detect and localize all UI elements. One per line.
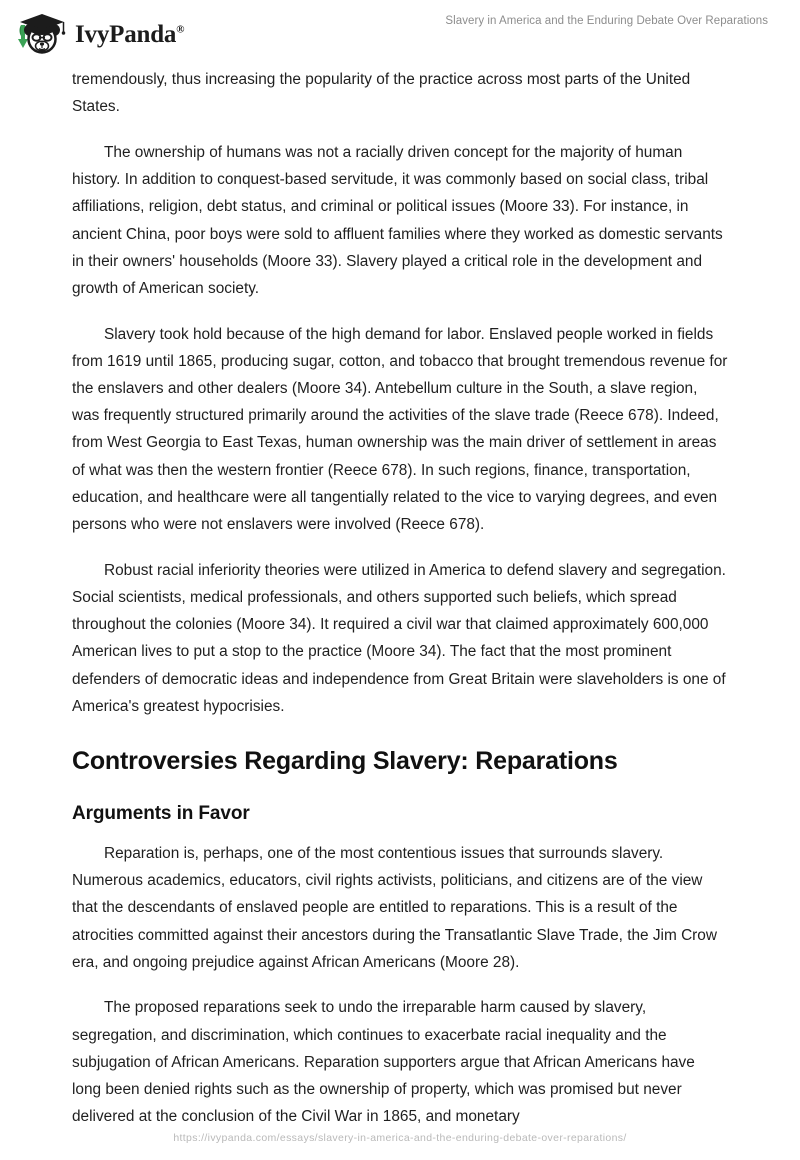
body-paragraph: Robust racial inferiority theories were utilized in America to defend slavery and segregation. Social scientists, medical professionals, and others supported such beliefs, which spread throughout the colonies (Moore 34). It required a civil war that claimed approximately 600,000 American lives to put a stop to the practice (Moore 34). The fact that the most prominent defenders of democratic ideas and independence from Great Britain were slaveholders is one of America's greatest hypocrisies.	[72, 561, 726, 715]
page-header	[0, 0, 800, 66]
page-title: Slavery in America and the Enduring Debate Over Reparations	[445, 15, 768, 27]
body-paragraph: The ownership of humans was not a racially driven concept for the majority of human history. In addition to conquest-based servitude, it was commonly based on social class, tribal affiliations, religion, debt status, and criminal or political issues (Moore 33). For instance, in ancient China, poor boys were sold to affluent families where they worked as domestic servants in their owners' households (Moore 33). Slavery played a critical role in the development and growth of American society.	[72, 143, 723, 297]
brand-wordmark	[75, 22, 184, 47]
section-heading: Controversies Regarding Slavery: Reparations	[72, 746, 618, 775]
panda-graduation-cap-icon	[14, 10, 68, 58]
brand-logo-block[interactable]	[14, 10, 184, 58]
brand-name-text: IvyPanda	[75, 20, 177, 48]
body-paragraph: Reparation is, perhaps, one of the most contentious issues that surrounds slavery. Numerous academics, educators, civil rights activists, politicians, and citizens are of the view that the descendants of enslaved people are entitled to reparations. This is a result of the atrocities committed against their ancestors during the Transatlantic Slave Trade, the Jim Crow era, and ongoing prejudice against African Americans (Moore 28).	[72, 844, 717, 971]
page-footer	[0, 1128, 800, 1146]
subsection-heading: Arguments in Favor	[72, 802, 250, 824]
source-url[interactable]: https://ivypanda.com/essays/slavery-in-america-and-the-enduring-debate-over-reparations/	[173, 1132, 627, 1144]
body-paragraph: The proposed reparations seek to undo the irreparable harm caused by slavery, segregation, and discrimination, which continues to exacerbate racial inequality and the subjugation of African Americans. Reparation supporters argue that African Americans have long been denied rights such as the ownership of property, which was promised but never delivered at the conclusion of the Civil War in 1865, and monetary	[72, 999, 695, 1126]
body-paragraph: tremendously, thus increasing the popularity of the practice across most parts of the United States.	[72, 71, 691, 116]
registered-trademark-icon: ®	[176, 23, 185, 36]
document-content	[72, 66, 728, 1149]
body-paragraph: Slavery took hold because of the high demand for labor. Enslaved people worked in fields from 1619 until 1865, producing sugar, cotton, and tobacco that brought tremendous revenue for the enslavers and other dealers (Moore 34). Antebellum culture in the South, a slave region, was frequently structured primarily around the activities of the slave trade (Reece 678). Indeed, from West Georgia to East Texas, human ownership was the main driver of settlement in areas of what was then the western frontier (Reece 678). In such regions, finance, transportation, education, and healthcare were all tangentially related to the vice to varying degrees, and even persons who were not enslavers were involved (Reece 678).	[72, 325, 728, 534]
